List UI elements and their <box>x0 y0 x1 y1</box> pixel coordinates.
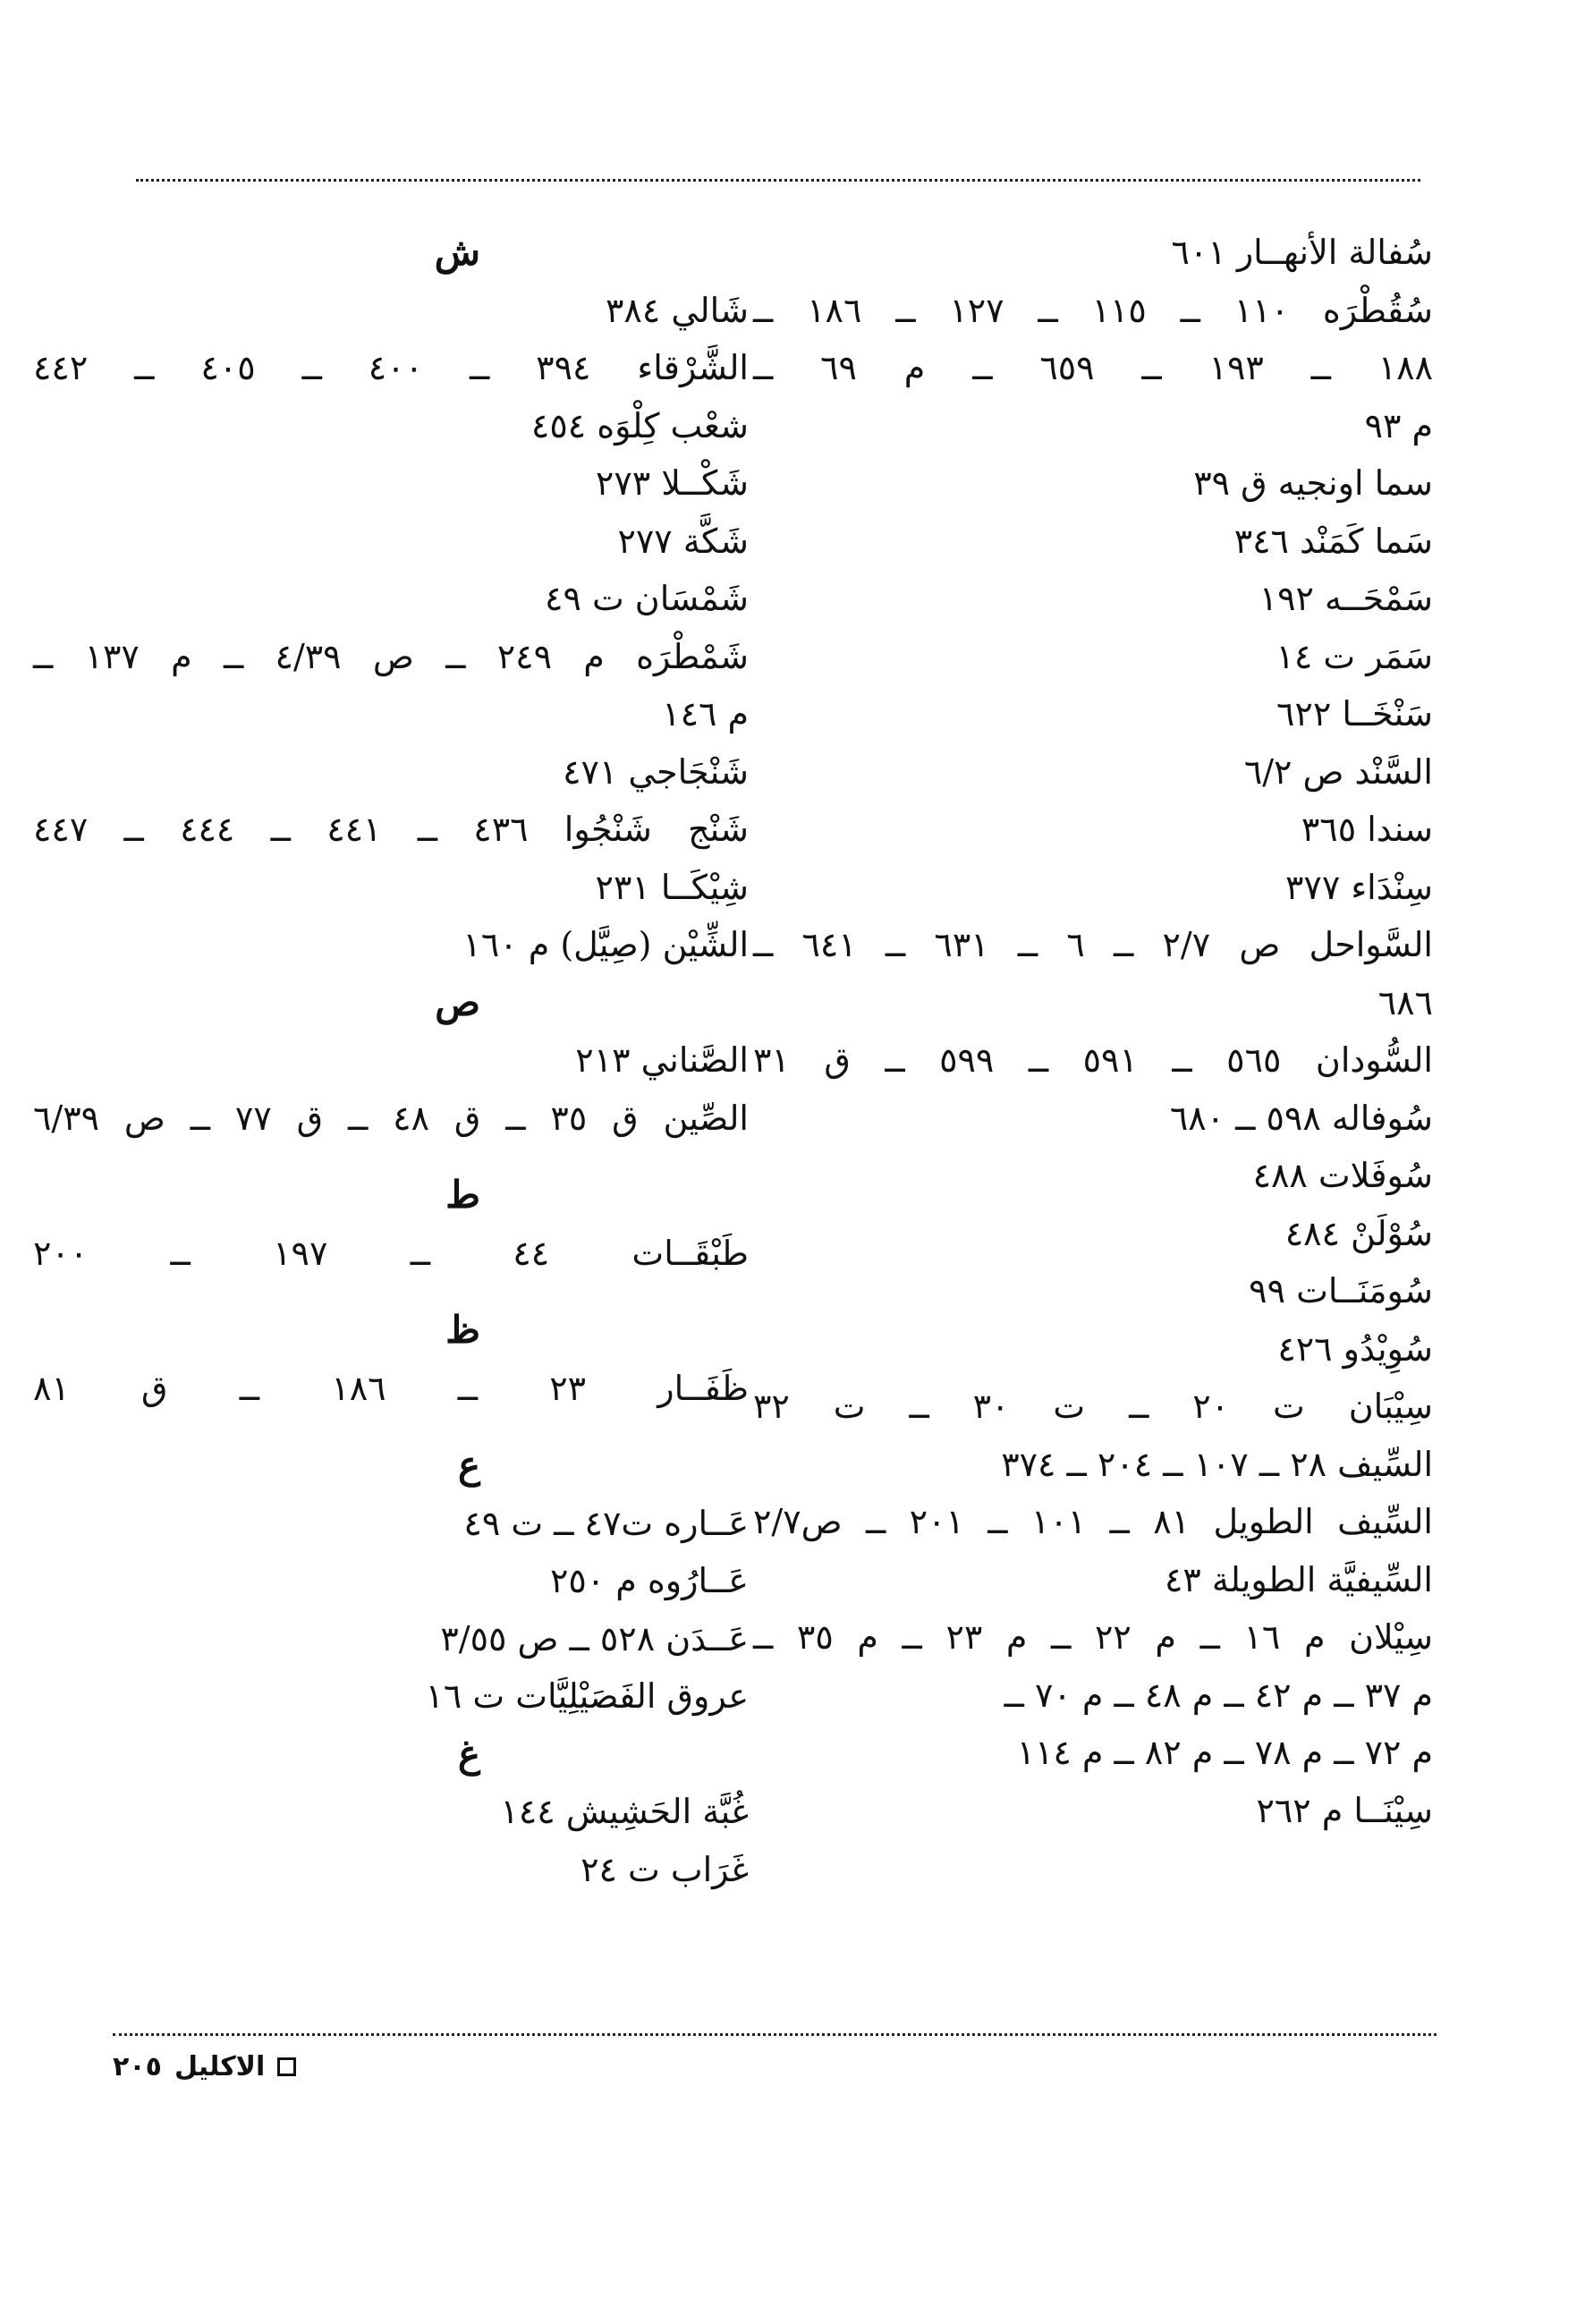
index-entry: السَّواحل ص ٢/٧ ــ ٦ ــ ٦٣١ ــ ٦٤١ ــ <box>753 925 1433 964</box>
section-spacer <box>33 1417 749 1437</box>
index-entry: سُوْلَنْ ٤٨٤ <box>1284 1213 1433 1253</box>
index-entry: سَنْخَــا ٦٢٢ <box>1276 694 1433 734</box>
index-entry: سُقُطْرَه ١١٠ ــ ١١٥ ــ ١٢٧ ــ ١٨٦ ــ <box>753 290 1433 330</box>
section-spacer <box>33 1147 749 1166</box>
index-entry: شِيْكَــا ٢٣١ <box>595 867 749 907</box>
index-entry: الصَّناني ٢١٣ <box>575 1040 749 1080</box>
index-entry: شَمْطْرَه م ٢٤٩ ــ ص ٤/٣٩ ــ م ١٣٧ ــ <box>33 636 749 676</box>
index-entry: غُبَّة الحَشِيش ١٤٤ <box>500 1792 749 1831</box>
index-entry: م ٧٢ ــ م ٧٨ ــ م ٨٢ ــ م ١١٤ <box>1016 1733 1433 1772</box>
index-entry: الشَّرْقاء ٣٩٤ ــ ٤٠٠ ــ ٤٠٥ ــ ٤٤٢ <box>33 348 749 387</box>
index-entry: السِّيف ٢٨ ــ ١٠٧ ــ ٢٠٤ ــ ٣٧٤ <box>1001 1444 1433 1484</box>
index-entry: سُوفَلات ٤٨٨ <box>1252 1156 1433 1195</box>
index-entry: الشِّيْن (صِيَّل) م ١٦٠ <box>462 925 749 964</box>
index-entry: سُومَنَــات ٩٩ <box>1249 1271 1433 1310</box>
index-entry: سِيْلان م ١٦ ــ م ٢٢ ــ م ٢٣ ــ م ٣٥ ــ <box>753 1617 1434 1657</box>
index-entry: عروق الفَصَيْلِيَّات ت ١٦ <box>425 1676 749 1716</box>
page-footer <box>113 2051 296 2082</box>
index-entry: سُفالة الأنهــار ٦٠١ <box>1171 233 1433 272</box>
index-entry: السَّنْد ص ٦/٢ <box>1243 751 1433 792</box>
index-entry: طَبْقَــات ٤٤ ــ ١٩٧ ــ ٢٠٠ <box>33 1233 749 1273</box>
index-entry: السِّيفيَّة الطويلة ٤٣ <box>1164 1559 1433 1599</box>
index-entry: سندا ٣٦٥ <box>1301 810 1433 849</box>
section-letter-heading: ع <box>457 1443 480 1487</box>
section-letter-heading: ط <box>445 1173 480 1217</box>
index-entry: سِيْبَان ت ٢٠ ــ ت ٣٠ ــ ت ٣٢ <box>753 1387 1433 1426</box>
index-entry: سُوِيْدُو ٤٢٦ <box>1277 1328 1433 1369</box>
section-letter-heading: ظ <box>445 1308 480 1352</box>
index-column-left <box>33 224 749 1898</box>
index-entry: سما اونجيه ق ٣٩ <box>1193 463 1433 503</box>
section-spacer <box>33 1282 749 1302</box>
bottom-dotted-rule <box>113 2033 1437 2036</box>
square-bullet-icon <box>277 2057 296 2076</box>
index-entry: سِيْنَــا م ٢٦٢ <box>1256 1790 1433 1830</box>
index-entry: م ٩٣ <box>1364 405 1433 445</box>
index-entry: عَــدَن ٥٢٨ ــ ص ٣/٥٥ <box>440 1618 749 1658</box>
index-entry: شَكْــلا ٢٧٣ <box>595 463 749 503</box>
index-entry: شَنْجَاجي ٤٧١ <box>563 751 749 792</box>
index-entry: ١٨٨ ــ ١٩٣ ــ ٦٥٩ ــ م ٦٩ ــ <box>753 348 1433 387</box>
index-entry: شَكَّة ٢٧٧ <box>617 521 749 561</box>
index-entry: سِنْدَاء ٣٧٧ <box>1285 867 1433 907</box>
index-entry: سَمْحَــه ١٩٢ <box>1259 579 1433 618</box>
index-column-right <box>753 224 1433 1839</box>
index-entry: السُّودان ٥٦٥ ــ ٥٩١ ــ ٥٩٩ ــ ق ٣١ <box>753 1040 1433 1080</box>
index-entry: السِّيف الطويل ٨١ ــ ١٠١ ــ ٢٠١ ــ ص٢/٧ <box>753 1502 1433 1541</box>
index-entry: شعْب كِلْوَه ٤٥٤ <box>530 405 749 445</box>
index-entry: سَمَر ت ١٤ <box>1276 636 1433 676</box>
index-entry: شَالي ٣٨٤ <box>606 290 749 330</box>
index-entry: سَما كَمَنْد ٣٤٦ <box>1233 521 1433 561</box>
index-entry: غَرَاب ت ٢٤ <box>581 1849 749 1889</box>
footer-journal-title: الاكليل <box>174 2051 266 2082</box>
section-letter-heading: ص <box>435 980 480 1024</box>
index-entry: الصِّين ق ٣٥ ــ ق ٤٨ ــ ق ٧٧ ــ ص ٦/٣٩ <box>33 1098 749 1138</box>
index-entry: ٦٨٦ <box>1377 982 1433 1022</box>
index-entry: ظَفَــار ٢٣ ــ ١٨٦ ــ ق ٨١ <box>33 1368 749 1408</box>
index-entry: م ١٤٦ <box>662 694 749 734</box>
top-dotted-rule <box>136 179 1420 182</box>
index-entry: شَنْج شَنْجُوا ٤٣٦ ــ ٤٤١ ــ ٤٤٤ ــ ٤٤٧ <box>33 810 749 849</box>
section-letter-heading: غ <box>457 1731 480 1776</box>
index-entry: سُوفاله ٥٩٨ ــ ٦٨٠ <box>1169 1098 1433 1138</box>
section-letter-heading: ش <box>434 230 480 274</box>
index-entry: م ٣٧ ــ م ٤٢ ــ م ٤٨ ــ م ٧٠ ــ <box>1004 1675 1433 1715</box>
footer-page-number: ٢٠٥ <box>113 2051 162 2082</box>
index-entry: عَــاره ت٤٧ ــ ت ٤٩ <box>463 1503 749 1543</box>
index-entry: شَمْسَان ت ٤٩ <box>545 579 749 618</box>
index-entry: عَــارُوه م ٢٥٠ <box>549 1561 749 1600</box>
